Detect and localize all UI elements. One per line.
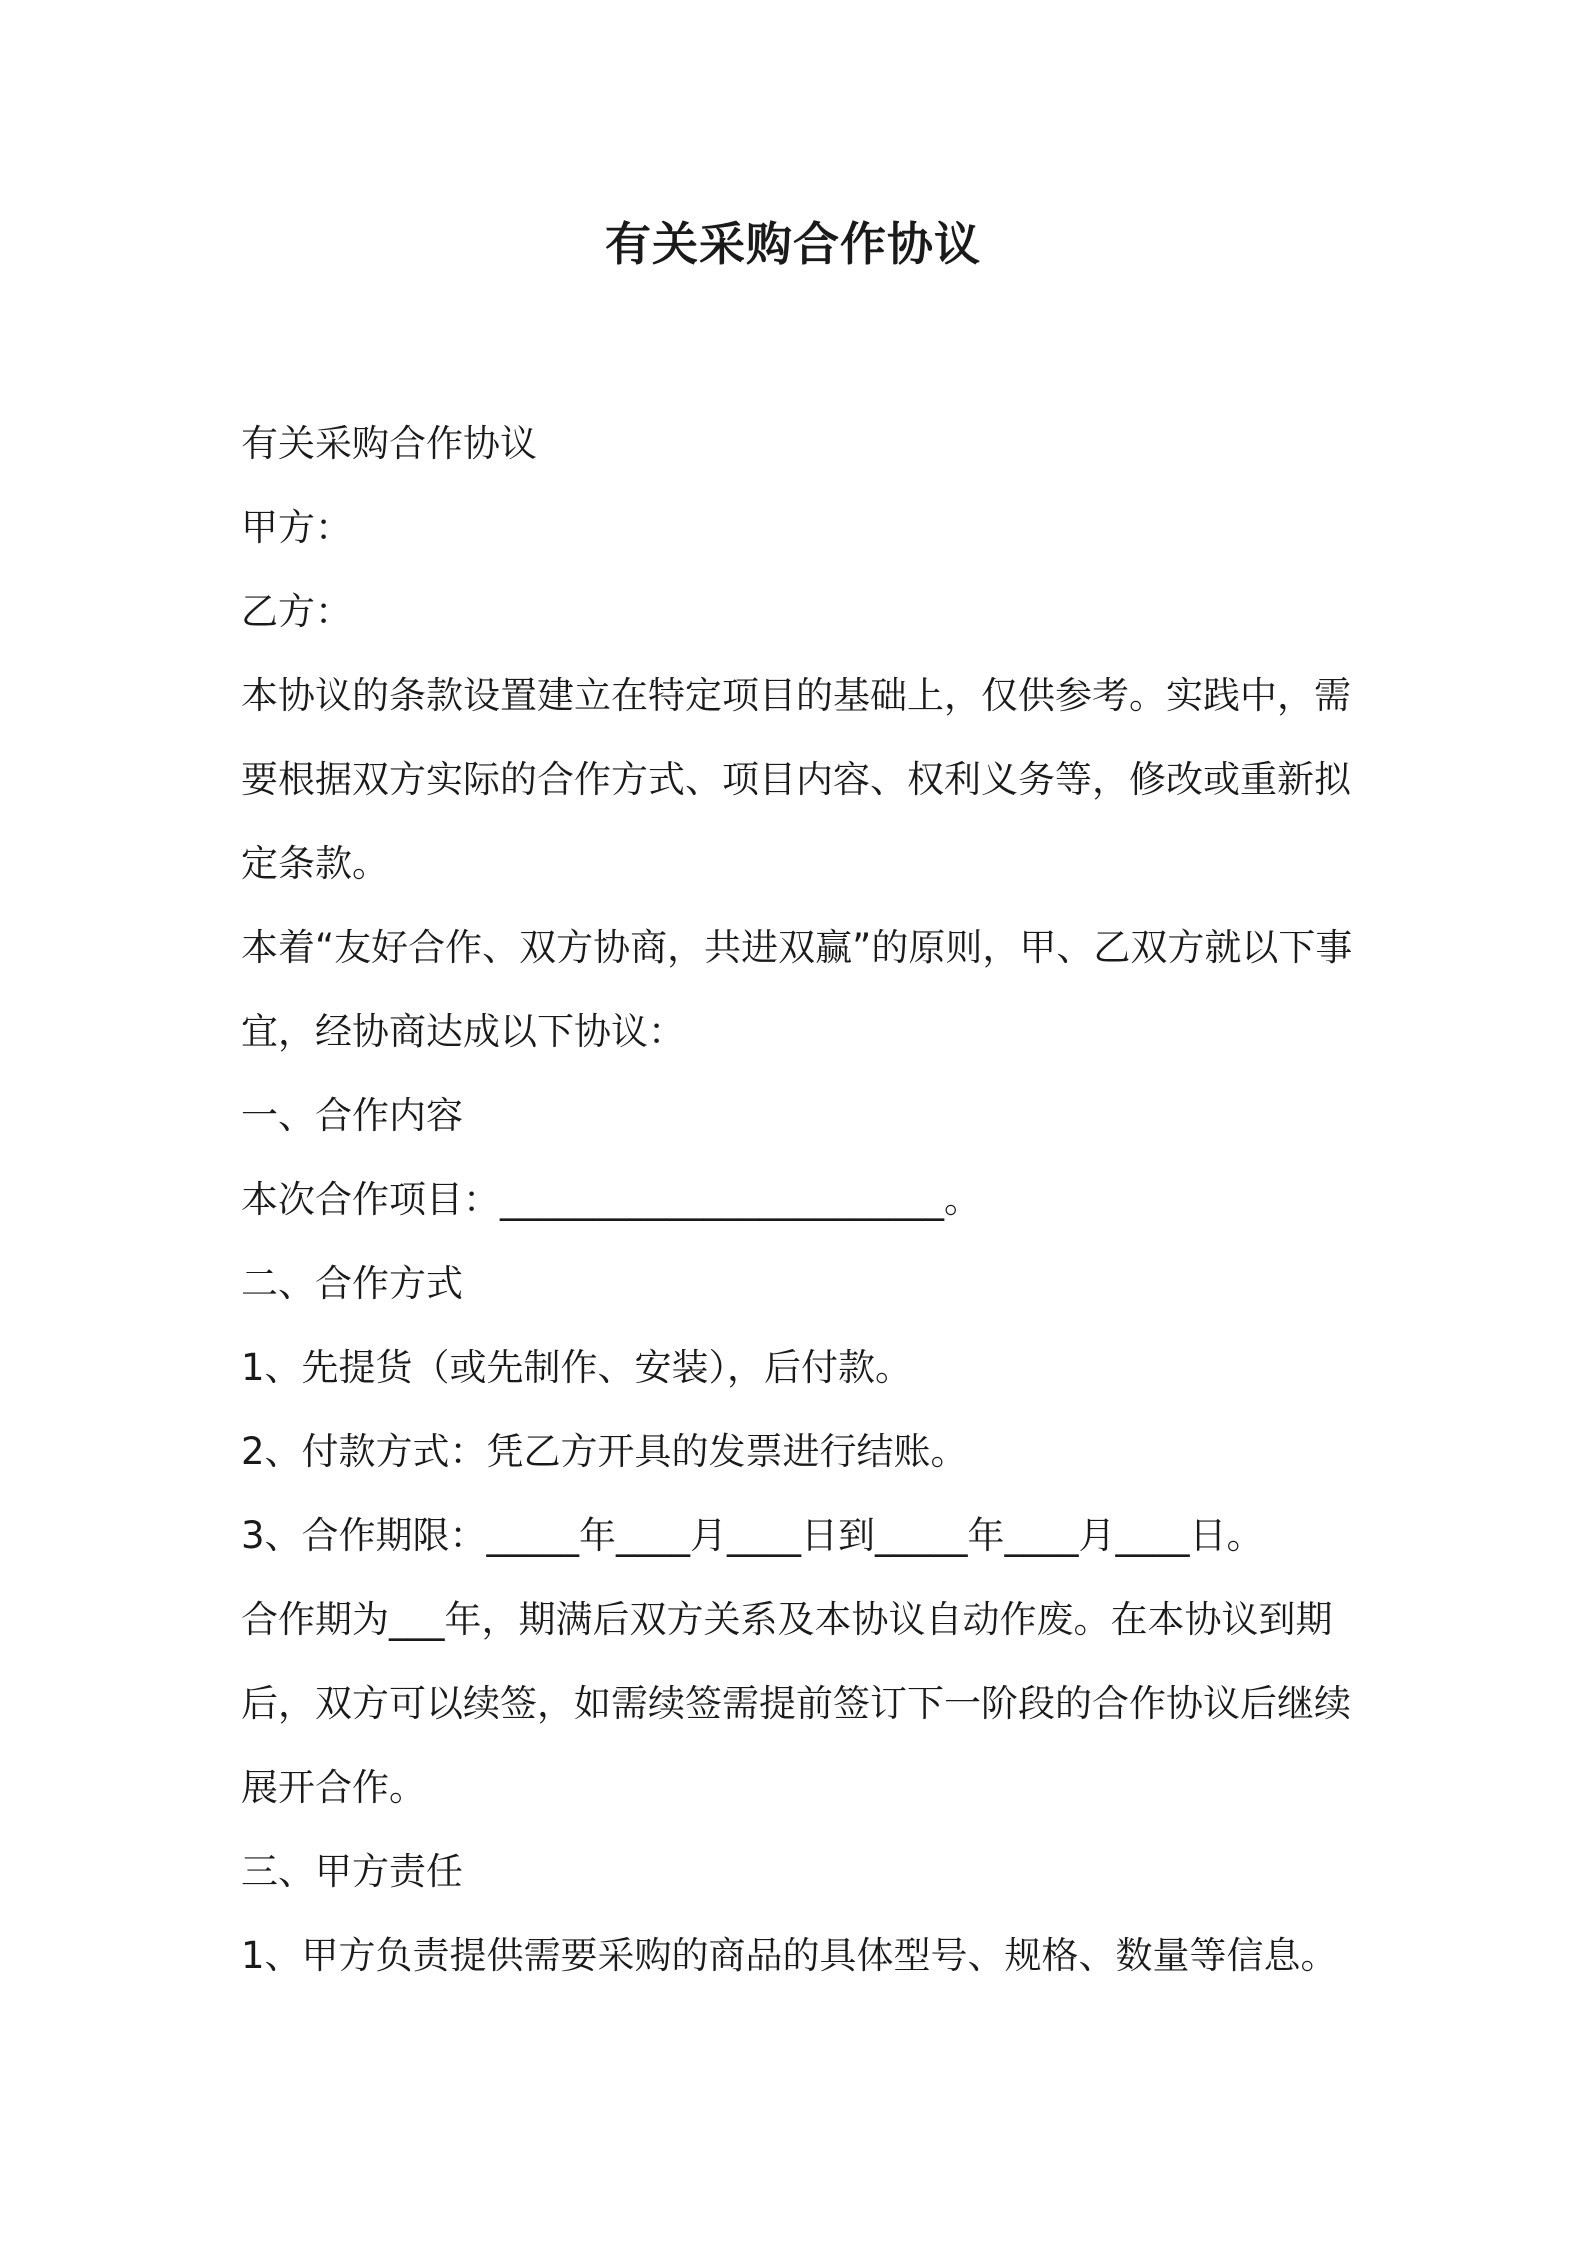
clause-2-payment: 2、付款方式：凭乙方开具的发票进行结账。: [241, 1430, 968, 1473]
clause-1-delivery: 1、先提货（或先制作、安装），后付款。: [241, 1346, 913, 1389]
subtitle-paragraph: 有关采购合作协议: [241, 422, 537, 465]
party-a-line: 甲方：: [241, 506, 352, 549]
document-title: 有关采购合作协议: [605, 217, 981, 271]
disclaimer-paragraph: 本协议的条款设置建立在特定项目的基础上，仅供参考。实践中，需要根据双方实际的合作方式、项目内容、权利义务等，修改或重新拟定条款。: [241, 674, 1351, 885]
document-body: [241, 402, 1371, 1998]
clause-3-term: 3、合作期限：_____年____月____日到_____年____月____日。: [241, 1514, 1264, 1557]
project-line: 本次合作项目：________________________。: [241, 1178, 981, 1221]
party-a-clause-1: 1、甲方负责提供需要采购的商品的具体型号、规格、数量等信息。: [241, 1934, 1338, 1977]
term-description-paragraph: 合作期为___年，期满后双方关系及本协议自动作废。在本协议到期后，双方可以续签，如需续签需提前签订下一阶段的合作协议后继续展开合作。: [241, 1598, 1351, 1809]
principle-paragraph: 本着“友好合作、双方协商，共进双赢”的原则，甲、乙双方就以下事宜，经协商达成以下协议：: [241, 926, 1353, 1053]
section-heading-party-a-responsibility: 三、甲方责任: [241, 1850, 463, 1893]
party-b-line: 乙方：: [241, 590, 352, 633]
section-heading-cooperation-content: 一、合作内容: [241, 1094, 463, 1137]
section-heading-cooperation-method: 二、合作方式: [241, 1262, 463, 1305]
